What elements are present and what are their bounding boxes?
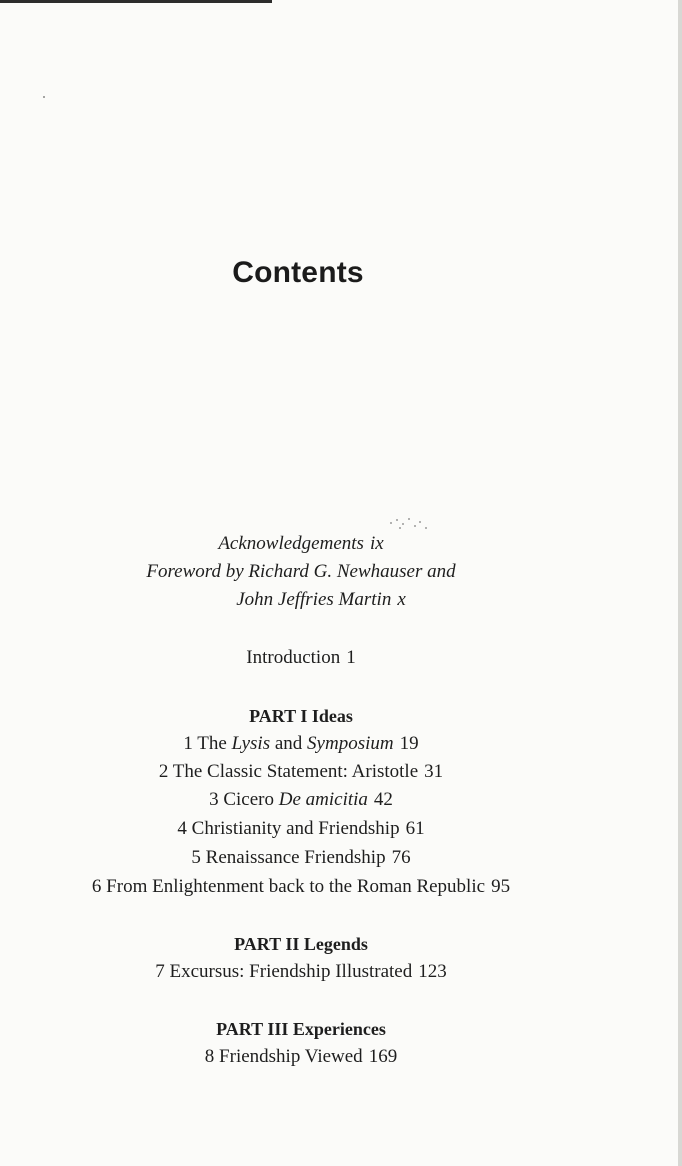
entry-page: 123	[418, 961, 447, 982]
entry-page: 19	[399, 733, 419, 754]
page-top-edge	[0, 0, 272, 3]
chapter-title: From Enlightenment back to the Roman Republic	[106, 876, 486, 897]
toc-entry-chapter-2[interactable]	[0, 761, 602, 783]
toc-entry-chapter-8[interactable]	[0, 1046, 602, 1068]
entry-title: Foreword by Richard G. Newhauser and	[146, 561, 456, 582]
toc-entry-introduction[interactable]	[0, 647, 602, 669]
chapter-number: 3	[209, 789, 219, 810]
chapter-title: Friendship Viewed	[219, 1046, 363, 1067]
entry-page: 1	[346, 647, 356, 668]
entry-page: 76	[391, 847, 411, 868]
print-speckle	[388, 516, 432, 532]
toc-entry-foreword-continued[interactable]	[20, 589, 622, 611]
entry-page: x	[397, 589, 406, 610]
chapter-number: 4	[177, 818, 187, 839]
toc-entry-foreword[interactable]	[0, 561, 602, 583]
chapter-title: Christianity and Friendship	[191, 818, 400, 839]
part-name: Legends	[303, 934, 368, 954]
dust-speck	[43, 96, 45, 98]
chapter-title: Renaissance Friendship	[205, 847, 386, 868]
toc-entry-chapter-6[interactable]	[0, 876, 602, 898]
page-right-edge	[678, 0, 682, 1166]
chapter-number: 1	[183, 733, 193, 754]
chapter-title: The Classic Statement: Aristotle	[172, 761, 419, 782]
chapter-number: 7	[155, 961, 165, 982]
entry-title-continuation: John Jeffries Martin	[236, 589, 392, 610]
entry-page: 61	[405, 818, 425, 839]
part-label: PART III	[216, 1019, 289, 1039]
part-heading-2	[0, 933, 602, 955]
entry-page: 31	[424, 761, 444, 782]
entry-title: Acknowledgements	[218, 533, 364, 554]
part-name: Experiences	[292, 1019, 386, 1039]
entry-page: 95	[491, 876, 511, 897]
page-title: Contents	[232, 256, 364, 289]
toc-entry-chapter-3[interactable]	[0, 789, 602, 811]
chapter-title: Excursus: Friendship Illustrated	[169, 961, 413, 982]
toc-entry-chapter-5[interactable]	[0, 847, 602, 869]
toc-entry-chapter-4[interactable]	[0, 818, 602, 840]
part-name: Ideas	[311, 706, 353, 726]
chapter-number: 6	[91, 876, 102, 897]
chapter-number: 8	[204, 1046, 215, 1067]
toc-entry-chapter-7[interactable]	[0, 961, 602, 983]
chapter-title: Cicero De amicitia	[223, 789, 368, 810]
chapter-number: 5	[191, 847, 201, 868]
toc-entry-chapter-1[interactable]	[0, 733, 602, 755]
part-label: PART I	[249, 706, 308, 726]
chapter-title: The Lysis and Symposium	[197, 733, 394, 754]
entry-title: Introduction	[246, 647, 341, 668]
chapter-number: 2	[158, 761, 169, 782]
part-heading-1	[0, 705, 602, 727]
entry-page: 42	[373, 789, 393, 810]
entry-page: 169	[368, 1046, 398, 1067]
part-label: PART II	[234, 934, 300, 954]
part-heading-3	[0, 1018, 602, 1040]
toc-entry-acknowledgements[interactable]	[0, 533, 602, 555]
entry-page: ix	[369, 533, 384, 554]
